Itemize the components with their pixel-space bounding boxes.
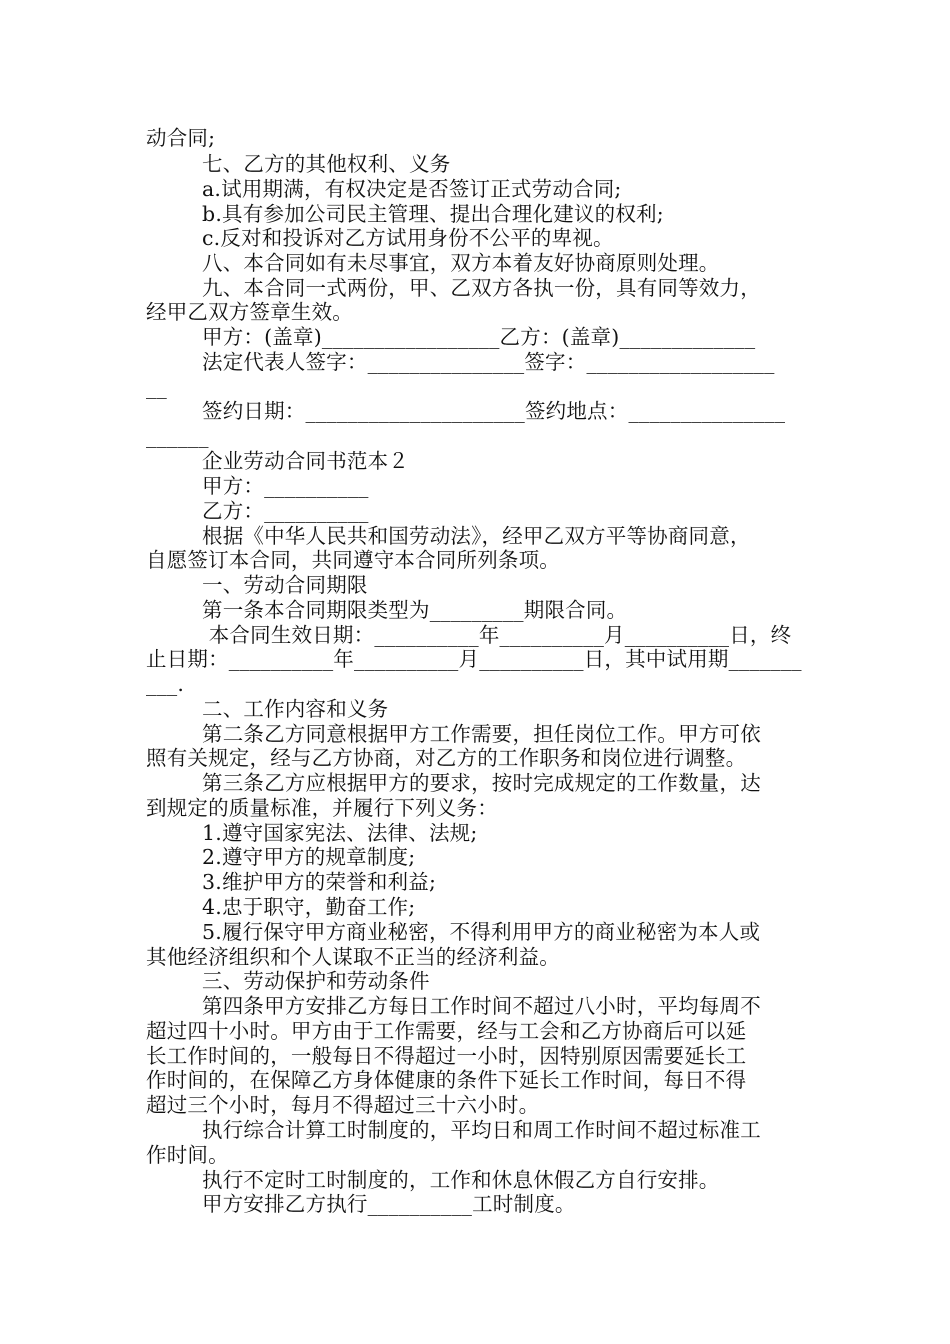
text-line: 到规定的质量标准，并履行下列义务： — [146, 796, 498, 820]
text-line: 作时间的，在保障乙方身体健康的条件下延长工作时间，每日不得 — [146, 1068, 747, 1092]
text-line: 超过三个小时，每月不得超过三十六小时。 — [146, 1093, 540, 1117]
signature-line: 甲方：(盖章)_________________乙方：(盖章)_____________ — [202, 325, 756, 349]
section-heading: 七、乙方的其他权利、义务 — [202, 152, 451, 176]
text-line: 根据《中华人民共和国劳动法》，经甲乙双方平等协商同意， — [202, 524, 751, 548]
signature-line: 签约日期：_____________________签约地点：_______________ — [202, 399, 786, 423]
text-line: 止日期：__________年__________月__________日，其中试用期_______ — [146, 647, 802, 671]
text-line: 其他经济组织和个人谋取不正当的经济利益。 — [146, 945, 560, 969]
text-line: a.试用期满，有权决定是否签订正式劳动合同; — [202, 177, 622, 201]
text-line: b.具有参加公司民主管理、提出合理化建议的权利; — [202, 202, 664, 226]
text-line: 第四条甲方安排乙方每日工作时间不超过八小时，平均每周不 — [202, 994, 761, 1018]
text-line: 执行不定时工时制度的，工作和休息休假乙方自行安排。 — [202, 1168, 720, 1192]
text-line: 作时间。 — [146, 1143, 229, 1167]
text-line: 照有关规定，经与乙方协商，对乙方的工作职务和岗位进行调整。 — [146, 746, 747, 770]
text-line: 甲方安排乙方执行__________工时制度。 — [202, 1192, 576, 1216]
document-title: 企业劳动合同书范本２ — [202, 449, 409, 473]
text-line: 动合同; — [146, 126, 216, 150]
text-line: 经甲乙双方签章生效。 — [146, 300, 353, 324]
text-line: 九、本合同一式两份，甲、乙双方各执一份，具有同等效力， — [202, 276, 761, 300]
list-item: 5.履行保守甲方商业秘密，不得利用甲方的商业秘密为本人或 — [202, 920, 761, 944]
text-line: 本合同生效日期：__________年__________月__________日，终 — [202, 623, 792, 647]
text-line: 执行综合计算工时制度的，平均日和周工作时间不超过标准工 — [202, 1118, 761, 1142]
text-line: 自愿签订本合同，共同遵守本合同所列条项。 — [146, 548, 560, 572]
section-heading: 二、工作内容和义务 — [202, 697, 389, 721]
text-line: 甲方：__________ — [202, 474, 369, 498]
signature-line: 法定代表人签字：_______________签字：__________________ — [202, 350, 775, 374]
text-line: 第一条本合同期限类型为_________期限合同。 — [202, 598, 628, 622]
text-line: 长工作时间的，一般每日不得超过一小时，因特别原因需要延长工 — [146, 1044, 747, 1068]
text-line: c.反对和投诉对乙方试用身份不公平的卑视。 — [202, 226, 614, 250]
list-item: 1.遵守国家宪法、法律、法规; — [202, 821, 478, 845]
text-line: 第三条乙方应根据甲方的要求，按时完成规定的工作数量，达 — [202, 771, 761, 795]
text-line: ___. — [146, 672, 185, 696]
text-line: 八、本合同如有未尽事宜，双方本着友好协商原则处理。 — [202, 251, 720, 275]
section-heading: 一、劳动合同期限 — [202, 573, 368, 597]
list-item: 2.遵守甲方的规章制度; — [202, 845, 416, 869]
text-line: 乙方：__________ — [202, 499, 369, 523]
text-line: 超过四十小时。甲方由于工作需要，经与工会和乙方协商后可以延 — [146, 1019, 747, 1043]
text-line: ______ — [146, 424, 209, 448]
section-heading: 三、劳动保护和劳动条件 — [202, 969, 430, 993]
text-line: __ — [146, 375, 167, 399]
list-item: 4.忠于职守，勤奋工作; — [202, 895, 416, 919]
list-item: 3.维护甲方的荣誉和利益; — [202, 870, 437, 894]
text-line: 第二条乙方同意根据甲方工作需要，担任岗位工作。甲方可依 — [202, 722, 761, 746]
